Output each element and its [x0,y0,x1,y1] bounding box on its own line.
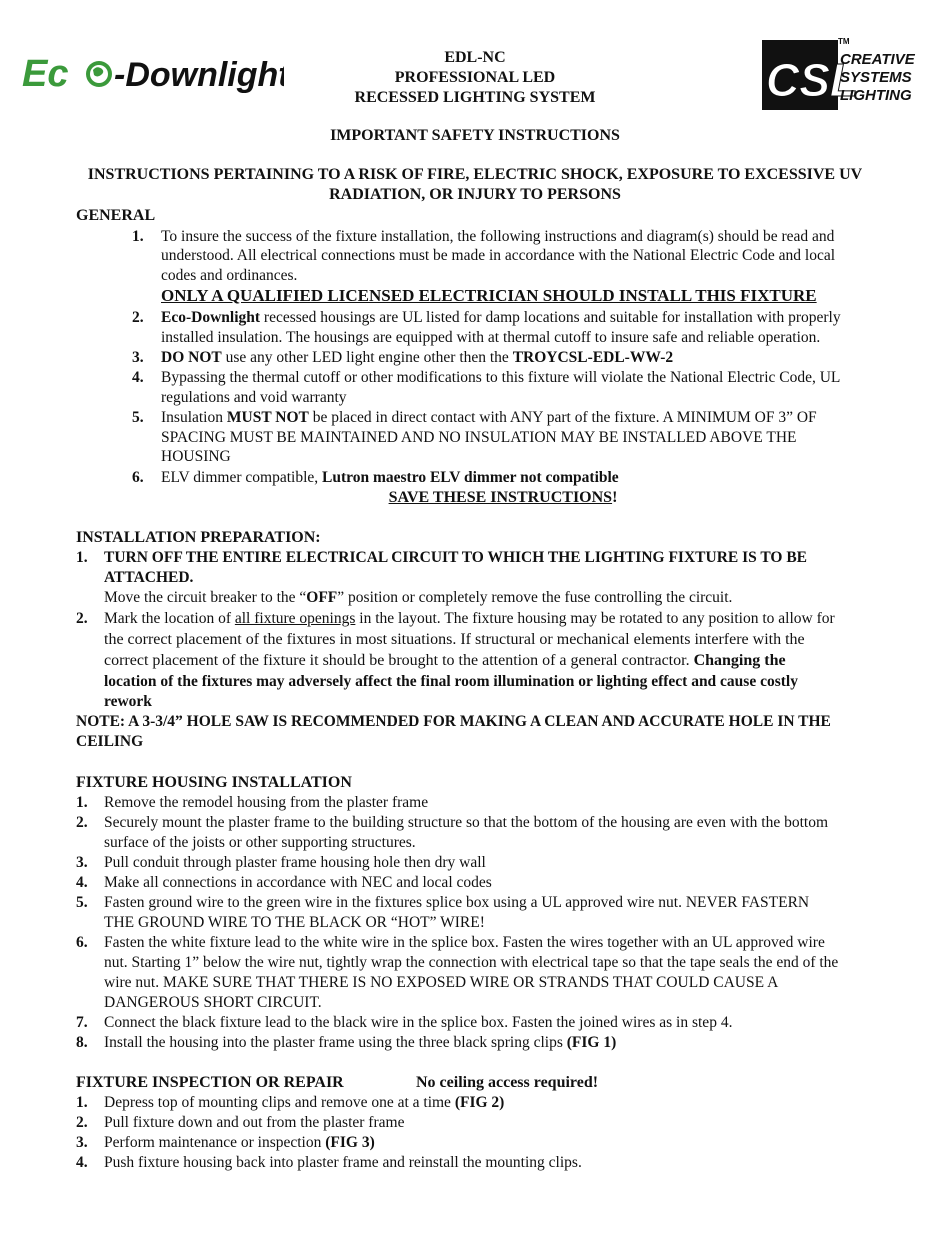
svg-text:SYSTEMS: SYSTEMS [840,69,912,86]
repair-item-1-text: Depress top of mounting clips and remove one at a time [104,1094,455,1111]
general-item-3 [161,348,673,368]
brand-name: Eco-Downlight [161,309,261,326]
repair-item-2: Pull fixture down and out from the plaster frame [104,1114,405,1131]
save-instructions-bang: ! [612,489,618,506]
svg-text:-Downlight: -Downlight [114,56,284,94]
repair-heading: FIXTURE INSPECTION OR REPAIR [76,1074,344,1091]
light-engine-model: TROYCSL-EDL-WW-2 [512,349,674,366]
list-number: 1. [76,549,88,566]
prep-item-2-line-4: location of the fixtures may adversely affect the final room illumination or lighting effect and cause costly [104,673,798,690]
fig-1-ref: (FIG 1) [566,1034,617,1051]
list-number: 1. [132,228,144,245]
note-line-2: CEILING [76,733,144,750]
prep-item-2-line-1 [104,609,835,629]
housing-item-6-line-4: DANGEROUS SHORT CIRCUIT. [104,994,322,1011]
housing-item-8-text: Install the housing into the plaster frame using the three black spring clips [104,1034,567,1051]
housing-item-4: Make all connections in accordance with NEC and local codes [104,874,492,891]
prep-item-1-line-3 [104,588,732,608]
model-number: EDL-NC [444,49,506,66]
no-ceiling-access-note: No ceiling access required! [416,1074,599,1091]
general-item-5-text: be placed in direct contact with ANY part of the fixture. A MINIMUM OF 3” OF [308,409,817,426]
prep-item-1-line-2: ATTACHED. [104,569,194,586]
off-text: OFF [306,589,338,606]
housing-item-6-line-3: wire nut. MAKE SURE THAT THERE IS NO EXPOSED WIRE OR STRANDS THAT COULD CAUSE A [104,974,779,991]
prep-item-2-line-5: rework [104,693,152,710]
list-number: 2. [132,309,144,326]
svg-text:CREATIVE: CREATIVE [840,51,915,68]
list-number: 2. [76,610,88,627]
general-item-1-line-1: To insure the success of the fixture installation, the following instructions and diagram(s) should be read and [161,228,835,245]
fig-3-ref: (FIG 3) [325,1134,375,1151]
list-number: 4. [76,874,88,891]
general-item-3-text: use any other LED light engine other then the [221,349,513,366]
header-title-block [300,48,650,108]
prep-item-2-bold-start: Changing the [693,652,786,669]
must-not-text: MUST NOT [226,409,309,426]
fig-2-ref: (FIG 2) [454,1094,505,1111]
eco-downlight-logo [22,52,284,96]
housing-item-5-line-1: Fasten ground wire to the green wire in the fixtures splice box using a UL approved wire nut. NEVER FASTERN [104,894,810,911]
save-instructions [0,488,950,508]
list-number: 3. [76,854,88,871]
prep-item-1-post: ” position or completely remove the fuse controlling the circuit. [337,589,733,606]
list-number: 5. [76,894,88,911]
list-number: 1. [76,1094,88,1111]
housing-item-2-line-2: surface of the joists or other supporting structures. [104,834,416,851]
warning-line-2: RADIATION, OR INJURY TO PERSONS [329,186,621,203]
repair-item-4: Push fixture housing back into plaster frame and reinstall the mounting clips. [104,1154,582,1171]
prep-item-2-pre: Mark the location of [104,610,235,627]
general-item-6 [161,468,619,488]
prep-item-2-line-3-text: correct placement of the fixture it should be brought to the attention of a general contractor. [104,652,694,669]
general-item-4-line-2: regulations and void warranty [161,389,347,406]
prep-item-2-text: in the layout. The fixture housing may be rotated to any position to allow for [355,610,835,627]
housing-item-7: Connect the black fixture lead to the black wire in the splice box. Fasten the joined wires as in step 4. [104,1014,733,1031]
header-line-3: RECESSED LIGHTING SYSTEM [354,89,596,106]
prep-item-1-pre: Move the circuit breaker to the “ [104,589,307,606]
general-item-5-line-2: SPACING MUST BE MAINTAINED AND NO INSULATION MAY BE INSTALLED ABOVE THE [161,429,797,446]
prep-heading: INSTALLATION PREPARATION: [76,529,321,546]
general-item-6-pre: ELV dimmer compatible, [161,469,323,486]
housing-item-6-line-2: nut. Starting 1” below the wire nut, tightly wrap the connection with electrical tape so that the tape seals the end of the [104,954,839,971]
svg-text:LIGHTING: LIGHTING [840,87,912,104]
list-number: 2. [76,814,88,831]
list-number: 6. [132,469,144,486]
general-item-5-line-1 [161,408,817,428]
prep-item-2-line-2: the correct placement of the fixtures in most situations. If structural or mechanical elements interfere with the [104,631,805,648]
general-item-2-line-1 [161,308,841,328]
prep-item-1-line-1: TURN OFF THE ENTIRE ELECTRICAL CIRCUIT TO WHICH THE LIGHTING FIXTURE IS TO BE [104,549,808,566]
save-instructions-text: SAVE THESE INSTRUCTIONS [388,489,613,506]
housing-item-5-line-2: THE GROUND WIRE TO THE BLACK OR “HOT” WIRE! [104,914,485,931]
list-number: 3. [132,349,144,366]
svg-text:Ec: Ec [22,53,69,95]
list-number: 3. [76,1134,88,1151]
list-number: 2. [76,1114,88,1131]
housing-heading: FIXTURE HOUSING INSTALLATION [76,774,352,791]
note-line-1: NOTE: A 3-3/4” HOLE SAW IS RECOMMENDED FOR MAKING A CLEAN AND ACCURATE HOLE IN THE [76,713,831,730]
fixture-openings-text: all fixture openings [234,610,356,627]
safety-title: IMPORTANT SAFETY INSTRUCTIONS [330,127,620,144]
svg-text:CSL: CSL [766,54,858,106]
general-heading: GENERAL [76,207,156,224]
housing-item-6-line-1: Fasten the white fixture lead to the white wire in the splice box. Fasten the wires together with an UL approved wire [104,934,825,951]
list-number: 7. [76,1014,88,1031]
list-number: 1. [76,794,88,811]
housing-item-1: Remove the remodel housing from the plaster frame [104,794,429,811]
list-number: 4. [132,369,144,386]
list-number: 5. [132,409,144,426]
general-item-1-line-2: understood. All electrical connections must be made in accordance with the National Electric Code and local [161,247,836,264]
general-item-2-text: recessed housings are UL listed for damp locations and suitable for installation with properly [260,309,841,326]
list-number: 6. [76,934,88,951]
warning-line-1: INSTRUCTIONS PERTAINING TO A RISK OF FIRE, ELECTRIC SHOCK, EXPOSURE TO EXCESSIVE UV [87,166,863,183]
general-item-2-line-2: installed insulation. The housings are equipped with at thermal cutoff to insure safe and reliable operation. [161,329,821,346]
prep-item-2-line-3 [104,651,786,671]
repair-item-1 [104,1093,504,1113]
header-line-2: PROFESSIONAL LED [394,69,556,86]
list-number: 8. [76,1034,88,1051]
csl-logo [760,36,920,114]
housing-item-3: Pull conduit through plaster frame housing hole then dry wall [104,854,486,871]
repair-item-3 [104,1133,375,1153]
general-item-4-line-1: Bypassing the thermal cutoff or other modifications to this fixture will violate the National Electric Code, UL [161,369,841,386]
list-number: 4. [76,1154,88,1171]
do-not-text: DO NOT [161,349,222,366]
svg-text:TM: TM [838,37,850,46]
general-item-1-line-3: codes and ordinances. [161,267,298,284]
dimmer-warning: Lutron maestro ELV dimmer not compatible [322,469,619,486]
general-item-5-line-3: HOUSING [161,448,231,465]
general-item-5-pre: Insulation [161,409,227,426]
repair-item-3-text: Perform maintenance or inspection [104,1134,326,1151]
housing-item-2-line-1: Securely mount the plaster frame to the building structure so that the bottom of the housing are even with the bottom [104,814,829,831]
qualified-electrician-notice: ONLY A QUALIFIED LICENSED ELECTRICIAN SHOULD INSTALL THIS FIXTURE [161,286,817,305]
housing-item-8 [104,1033,616,1053]
